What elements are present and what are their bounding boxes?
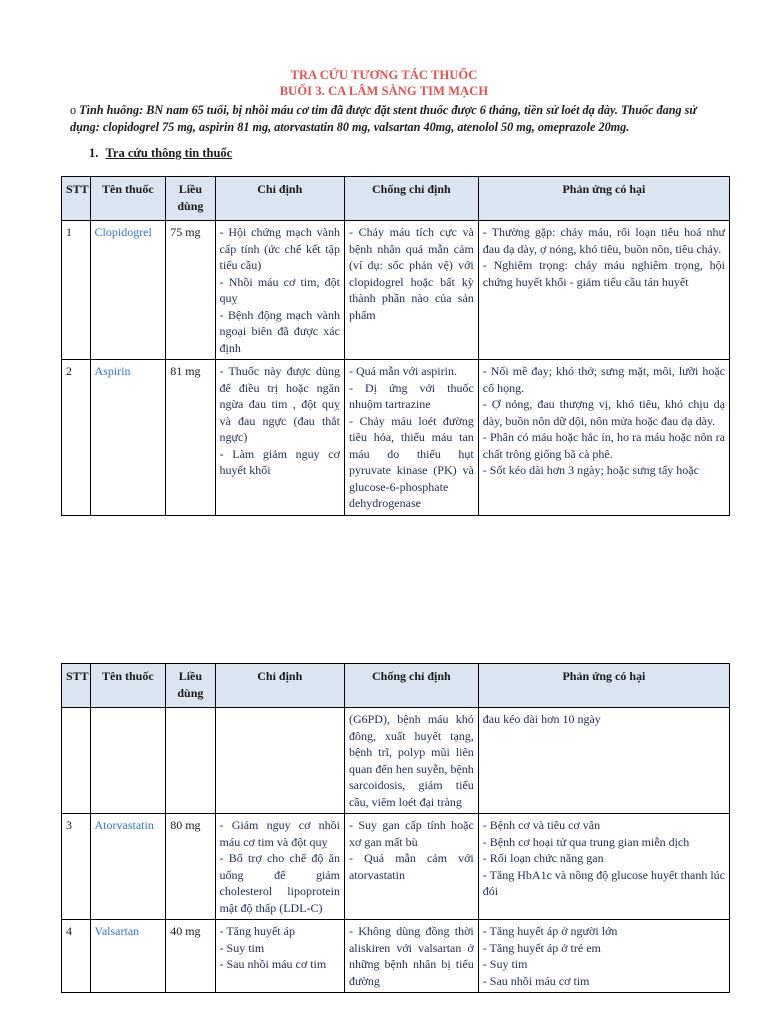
adverse-reaction-cell: [478, 708, 729, 814]
scenario-bullet: o: [70, 103, 77, 117]
scenario-text: Tình huống: BN nam 65 tuổi, bị nhồi máu cơ tim đã được đặt stent thuốc được 6 tháng, tiền sử loét dạ dày. Thuốc đang sử dụng: clopidogrel 75 mg, aspirin 81 mg, atorvastatin 80 mg, valsartan 40mg, atenolol 50 mg, omeprazole 20mg.: [70, 103, 697, 134]
cell-line: đau kéo dài hơn 10 ngày: [482, 712, 601, 726]
cell-line: - Sau nhồi máu cơ tim: [482, 973, 590, 988]
col-adverse-header: Phản ứng có hại: [478, 664, 729, 708]
col-contraindication-header: Chống chỉ định: [344, 177, 478, 221]
indication-cell: [215, 221, 344, 360]
col-dose-header: Liều dùng: [166, 177, 215, 221]
stt-cell: 2: [62, 360, 91, 516]
cell-line: - Bổ trợ cho chế độ ăn uống để giảm cholesterol lipoprotein mật độ thấp (LDL-C): [219, 851, 340, 915]
col-name-header: Tên thuốc: [90, 664, 166, 708]
section-heading: [89, 146, 232, 161]
document-title: TRA CỨU TƯƠNG TÁC THUỐC: [290, 68, 478, 82]
table-row: [62, 920, 730, 993]
drug-name-cell: Atorvastatin: [90, 814, 166, 920]
table-header-row: [62, 664, 730, 708]
indication-cell: [215, 814, 344, 920]
stt-cell: 1: [62, 221, 91, 360]
col-stt-header: STT: [62, 664, 91, 708]
cell-line: - Phân có máu hoặc hắc ín, ho ra máu hoặc nôn ra chất trông giống bã cà phê.: [482, 430, 725, 461]
adverse-reaction-cell: [478, 814, 729, 920]
contraindication-cell: [344, 920, 478, 993]
drug-name-cell: [90, 708, 166, 814]
cell-line: - Suy tim: [219, 940, 265, 955]
cell-line: - Quá mẫn với aspirin.: [348, 364, 457, 378]
cell-line: - Nổi mề đay; khó thở; sưng mặt, môi, lưỡi hoặc cổ họng.: [482, 364, 725, 395]
indication-cell: [215, 920, 344, 993]
indication-cell: [215, 360, 344, 516]
section-label: Tra cứu thông tin thuốc: [105, 146, 233, 160]
table-row: [62, 360, 730, 516]
table-row: [62, 221, 730, 360]
cell-line: - Bệnh động mạch vành ngoại biên đã được xác định: [219, 307, 340, 355]
cell-line: - Ợ nóng, đau thượng vị, khó tiêu, khó chịu dạ dày, buồn nôn dữ dội, nôn mửa hoặc đau dạ dày.: [482, 397, 725, 428]
drug-name-cell: Valsartan: [90, 920, 166, 993]
adverse-reaction-cell: [478, 221, 729, 360]
dose-cell: 40 mg: [166, 920, 215, 993]
cell-line: - Thuốc này được dùng để điều trị hoặc ngăn ngừa đau tim , đột quỵ và đau ngực (đau thắt ngực): [219, 364, 340, 444]
cell-line: - Sau nhồi máu cơ tim: [219, 957, 327, 971]
col-adverse-header: Phản ứng có hại: [478, 177, 729, 221]
cell-line: - Nhồi máu cơ tim, đột quỵ: [219, 274, 340, 305]
cell-line: - Rối loạn chức năng gan: [482, 851, 604, 865]
table-row: [62, 708, 730, 814]
drug-info-table-2: [61, 663, 730, 993]
drug-name-cell: Aspirin: [90, 360, 166, 516]
stt-cell: [62, 708, 91, 814]
cell-line: - Nghiêm trọng: chảy máu nghiêm trọng, hội chứng huyết khối - giảm tiểu cầu tán huyết: [482, 258, 725, 289]
table-row: [62, 814, 730, 920]
cell-line: - Tăng huyết áp: [219, 924, 295, 938]
cell-line: - Bệnh cơ và tiêu cơ vân: [482, 818, 601, 832]
cell-line: - Thường gặp: chảy máu, rối loạn tiêu hoá như đau dạ dày, ợ nóng, khó tiêu, buồn nôn, tiêu chảy.: [482, 225, 725, 256]
contraindication-cell: [344, 360, 478, 516]
col-contraindication-header: Chống chỉ định: [344, 664, 478, 708]
dose-cell: 80 mg: [166, 814, 215, 920]
cell-line: - Tăng huyết áp ở người lớn: [482, 924, 618, 938]
cell-line: - Quá mẫn cảm với atorvastatin: [348, 851, 474, 882]
cell-line: - Bệnh cơ hoại tử qua trung gian miễn dịch: [482, 834, 690, 849]
cell-line: - Hội chứng mạch vành cấp tính (ức chế kết tập tiểu cầu): [219, 225, 340, 272]
col-indication-header: Chỉ định: [215, 664, 344, 708]
cell-line: - Giảm nguy cơ nhồi máu cơ tim và đột quỵ: [219, 818, 340, 849]
dose-cell: [166, 708, 215, 814]
section-number: 1.: [89, 146, 99, 160]
clinical-scenario: [70, 102, 710, 135]
cell-line: - Tăng huyết áp ở trẻ em: [482, 940, 601, 955]
col-stt-header: STT: [62, 177, 91, 221]
document-subtitle: BUỔI 3. CA LÂM SÀNG TIM MẠCH: [279, 84, 489, 98]
contraindication-cell: [344, 221, 478, 360]
cell-line: - Làm giảm nguy cơ huyết khối: [219, 446, 340, 477]
stt-cell: 3: [62, 814, 91, 920]
cell-line: - Dị ứng với thuốc nhuộm tartrazine: [348, 380, 474, 411]
cell-line: - Suy gan cấp tính hoặc xơ gan mất bù: [348, 818, 474, 849]
contraindication-cell: [344, 814, 478, 920]
dose-cell: 81 mg: [166, 360, 215, 516]
indication-cell: [215, 708, 344, 814]
cell-line: - Sốt kéo dài hơn 3 ngày; hoặc sưng tấy hoặc: [482, 463, 699, 477]
adverse-reaction-cell: [478, 360, 729, 516]
cell-line: - Không dùng đồng thời aliskiren với valsartan ở những bệnh nhân bị tiểu đường: [348, 924, 474, 988]
table-header-row: [62, 177, 730, 221]
drug-info-table-1: [61, 176, 730, 516]
dose-cell: 75 mg: [166, 221, 215, 360]
col-indication-header: Chỉ định: [215, 177, 344, 221]
stt-cell: 4: [62, 920, 91, 993]
cell-line: - Chảy máu loét đường tiêu hóa, thiếu máu tan máu do thiếu hụt pyruvate kinase (PK) và glucose-6-phosphate dehydrogenase: [348, 413, 474, 510]
drug-name-cell: Clopidogrel: [90, 221, 166, 360]
contraindication-cell: [344, 708, 478, 814]
cell-line: (G6PD), bệnh máu khó đông, xuất huyết tạng, bệnh trĩ, polyp mũi liên quan đến hen suyễn, bệnh sarcoidosis, giảm tiểu cầu, viêm loét đại tràng: [348, 712, 474, 809]
cell-line: - Suy tim: [482, 957, 528, 971]
col-name-header: Tên thuốc: [90, 177, 166, 221]
cell-line: - Tăng HbA1c và nồng độ glucose huyết thanh lúc đói: [482, 867, 725, 898]
cell-line: - Chảy máu tích cực và bệnh nhân quá mẫn cảm (ví dụ: sốc phản vệ) với clopidogrel hoặc bất kỳ thành phần nào của sản phẩm: [348, 225, 474, 322]
adverse-reaction-cell: [478, 920, 729, 993]
col-dose-header: Liều dùng: [166, 664, 215, 708]
